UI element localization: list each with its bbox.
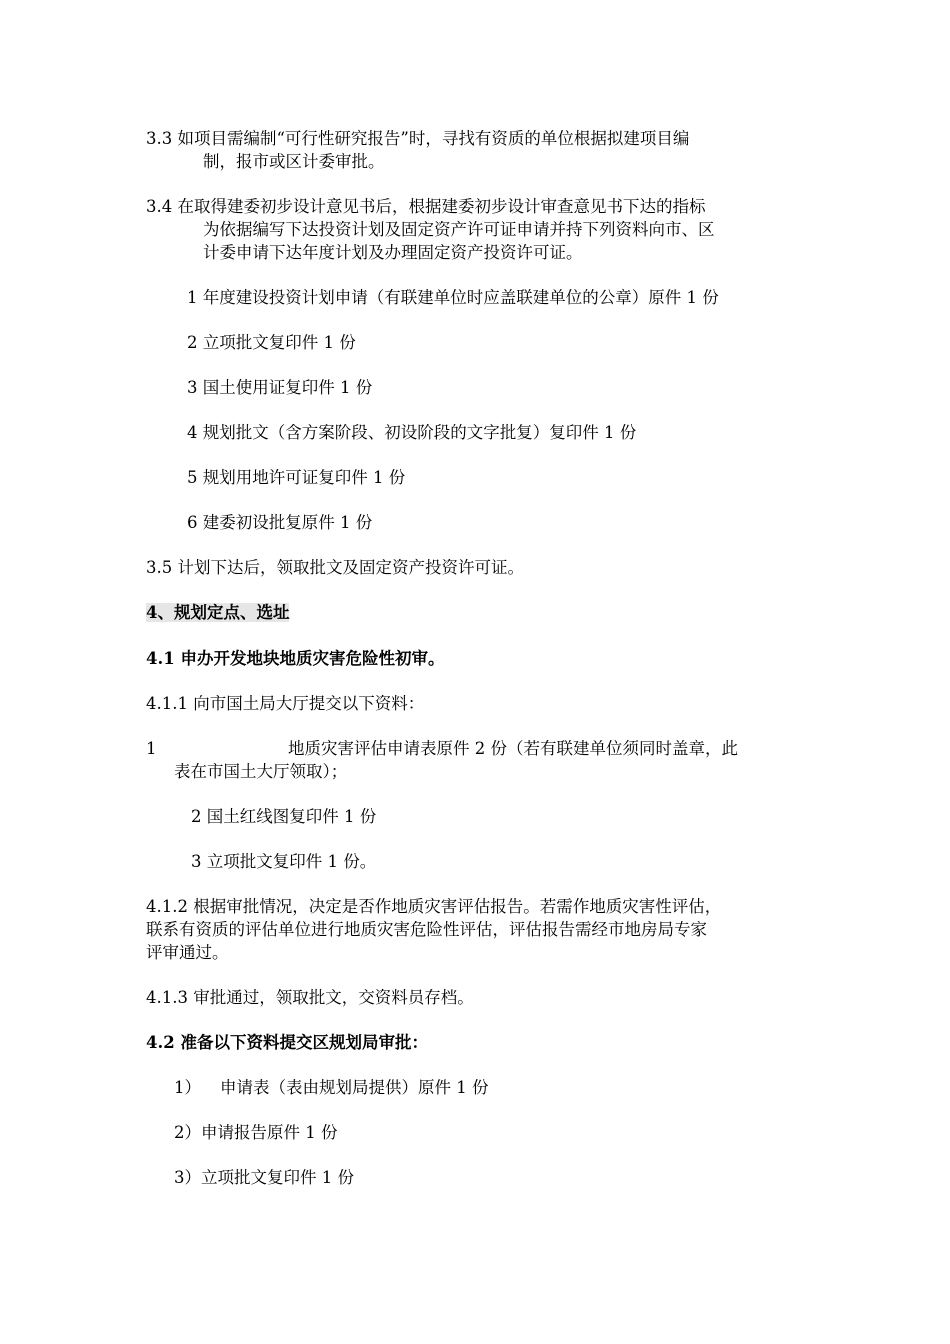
para-3-4-line1: 3.4 在取得建委初步设计意见书后，根据建委初步设计审查意见书下达的指标 xyxy=(146,197,706,216)
para-3-4-line3: 计委申请下达年度计划及办理固定资产投资许可证。 xyxy=(203,243,583,262)
list-item-4: 4 规划批文（含方案阶段、初设阶段的文字批复）复印件 1 份 xyxy=(187,423,637,442)
planning-item-1-text: 申请表（表由规划局提供）原件 1 份 xyxy=(220,1078,489,1097)
planning-item-2: 2）申请报告原件 1 份 xyxy=(174,1123,338,1142)
para-3-4-line2: 为依据编写下达投资计划及固定资产许可证申请并持下列资料向市、区 xyxy=(203,220,715,239)
list-item-1: 1 年度建设投资计划申请（有联建单位时应盖联建单位的公章）原件 1 份 xyxy=(187,288,719,307)
materials-item-1-number: 1 xyxy=(146,739,157,758)
materials-item-2: 2 国土红线图复印件 1 份 xyxy=(191,807,377,826)
para-3-3-line2: 制，报市或区计委审批。 xyxy=(203,152,385,171)
materials-item-3: 3 立项批文复印件 1 份。 xyxy=(191,852,377,871)
para-4-1-2-line2: 联系有资质的评估单位进行地质灾害危险性评估，评估报告需经市地房局专家 xyxy=(146,920,707,939)
materials-item-1-line2: 表在市国土大厅领取）； xyxy=(174,762,348,781)
planning-item-1-number: 1） xyxy=(174,1078,201,1097)
para-4-1-1: 4.1.1 向市国土局大厅提交以下资料： xyxy=(146,694,425,713)
para-4-1-2-line3: 评审通过。 xyxy=(146,943,229,962)
materials-item-1-line1: 地质灾害评估申请表原件 2 份（若有联建单位须同时盖章，此 xyxy=(288,739,738,758)
para-4-1-2-line1: 4.1.2 根据审批情况，决定是否作地质灾害评估报告。若需作地质灾害性评估， xyxy=(146,897,722,916)
heading-4-1: 4.1 申办开发地块地质灾害危险性初审。 xyxy=(146,649,445,668)
planning-item-3: 3）立项批文复印件 1 份 xyxy=(174,1168,354,1187)
heading-highlight: 4、规划定点、选址 xyxy=(146,603,290,622)
section-heading-4 xyxy=(146,601,289,624)
heading-4-2: 4.2 准备以下资料提交区规划局审批： xyxy=(146,1033,428,1052)
list-item-3: 3 国土使用证复印件 1 份 xyxy=(187,378,373,397)
list-item-2: 2 立项批文复印件 1 份 xyxy=(187,333,356,352)
para-3-3-line1: 3.3 如项目需编制“可行性研究报告”时，寻找有资质的单位根据拟建项目编 xyxy=(146,129,690,148)
para-4-1-3: 4.1.3 审批通过，领取批文，交资料员存档。 xyxy=(146,988,474,1007)
list-item-5: 5 规划用地许可证复印件 1 份 xyxy=(187,468,406,487)
list-item-6: 6 建委初设批复原件 1 份 xyxy=(187,513,373,532)
para-3-5: 3.5 计划下达后，领取批文及固定资产投资许可证。 xyxy=(146,558,524,577)
